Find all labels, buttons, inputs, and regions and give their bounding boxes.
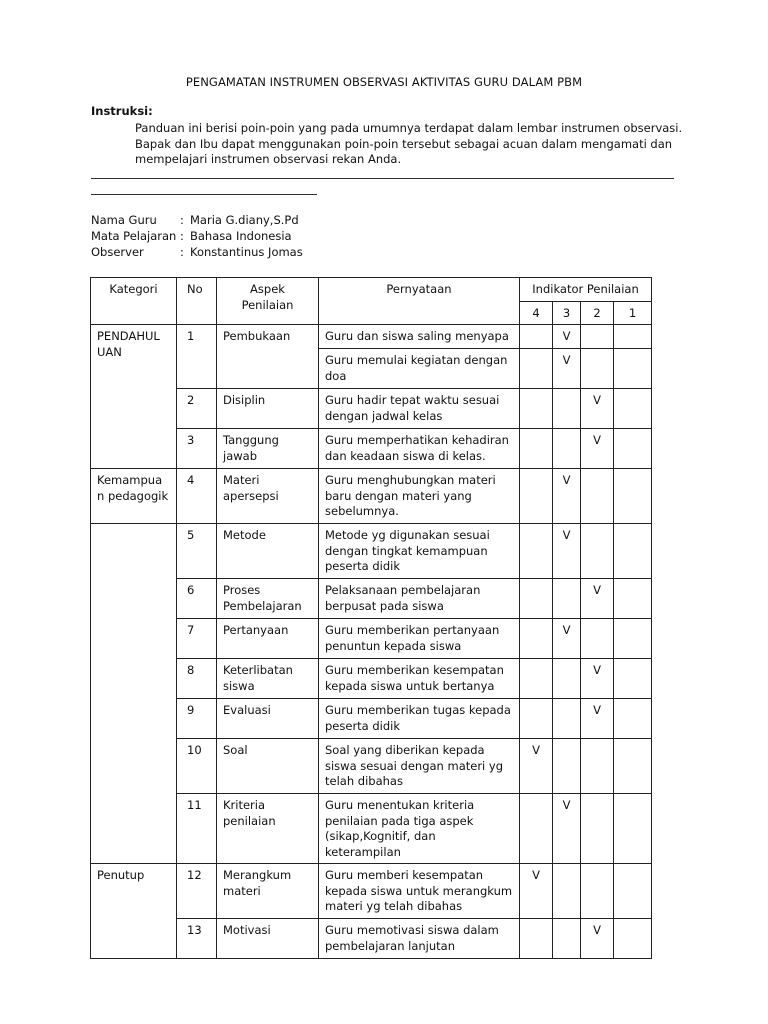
table-row	[91, 524, 652, 579]
info-value: Bahasa Indonesia	[190, 228, 292, 243]
info-label: Mata Pelajaran	[91, 228, 177, 243]
score-check-mark: V	[553, 325, 581, 349]
info-row-teacher	[91, 213, 303, 229]
cell-pernyataan: Pelaksanaan pembelajaran berpusat pada siswa	[319, 579, 520, 619]
cell-score-1	[614, 325, 652, 349]
cell-aspek: Pertanyaan	[217, 619, 319, 659]
observation-table	[90, 277, 652, 959]
info-colon: :	[180, 244, 184, 259]
cell-pernyataan: Guru hadir tepat waktu sesuai dengan jadwal kelas	[319, 389, 520, 429]
cell-no: 12	[177, 864, 217, 919]
cell-pernyataan: Guru memberi kesempatan kepada siswa untuk merangkum materi yg telah dibahas	[319, 864, 520, 919]
cell-score-2	[581, 619, 614, 659]
cell-aspek: Kriteria penilaian	[217, 794, 319, 864]
info-colon: :	[180, 213, 184, 227]
info-colon: :	[180, 228, 184, 243]
cell-pernyataan: Guru memberikan pertanyaan penuntun kepada siswa	[319, 619, 520, 659]
cell-no: 2	[177, 389, 217, 429]
cell-score-1	[614, 349, 652, 389]
cell-score-3	[553, 579, 581, 619]
cell-aspek: Tanggung jawab	[217, 429, 319, 469]
score-check-mark: V	[581, 919, 614, 959]
cell-pernyataan: Soal yang diberikan kepada siswa sesuai dengan materi yg telah dibahas	[319, 739, 520, 794]
score-check-mark: V	[553, 349, 581, 389]
info-value: Konstantinus Jomas	[190, 244, 303, 259]
score-check-mark: V	[553, 794, 581, 864]
cell-score-1	[614, 429, 652, 469]
score-check-mark: V	[581, 579, 614, 619]
cell-pernyataan: Guru dan siswa saling menyapa	[319, 325, 520, 349]
header-pernyataan: Pernyataan	[319, 278, 520, 325]
cell-pernyataan: Guru menghubungkan materi baru dengan materi yang sebelumnya.	[319, 469, 520, 524]
cell-score-4	[520, 794, 553, 864]
cell-pernyataan: Guru memotivasi siswa dalam pembelajaran lanjutan	[319, 919, 520, 959]
instructions-line: Bapak dan Ibu dapat menggunakan poin-poin tersebut sebagai acuan dalam mengamati dan	[135, 136, 673, 151]
cell-no: 8	[177, 659, 217, 699]
cell-score-4	[520, 619, 553, 659]
info-label: Observer	[91, 244, 144, 259]
cell-score-1	[614, 919, 652, 959]
info-row-observer	[91, 245, 303, 261]
cell-score-1	[614, 524, 652, 579]
document-title: PENGAMATAN INSTRUMEN OBSERVASI AKTIVITAS GURU DALAM PBM	[185, 75, 583, 89]
observation-table-body	[91, 325, 652, 959]
cell-pernyataan: Metode yg digunakan sesuai dengan tingkat kemampuan peserta didik	[319, 524, 520, 579]
cell-pernyataan: Guru memberikan tugas kepada peserta didik	[319, 699, 520, 739]
cell-kategori	[91, 524, 177, 864]
cell-pernyataan: Guru memperhatikan kehadiran dan keadaan siswa di kelas.	[319, 429, 520, 469]
cell-score-1	[614, 739, 652, 794]
cell-pernyataan: Guru memberikan kesempatan kepada siswa untuk bertanya	[319, 659, 520, 699]
cell-aspek: Materi apersepsi	[217, 469, 319, 524]
cell-no: 13	[177, 919, 217, 959]
header-kategori: Kategori	[91, 278, 177, 325]
table-row	[91, 325, 652, 349]
score-check-mark: V	[553, 524, 581, 579]
score-check-mark: V	[520, 739, 553, 794]
cell-score-4	[520, 349, 553, 389]
cell-no: 5	[177, 524, 217, 579]
cell-aspek: Merangkum materi	[217, 864, 319, 919]
cell-score-2	[581, 524, 614, 579]
cell-score-4	[520, 325, 553, 349]
cell-score-1	[614, 469, 652, 524]
score-check-mark: V	[581, 389, 614, 429]
cell-no: 9	[177, 699, 217, 739]
header-no: No	[177, 278, 217, 325]
cell-score-1	[614, 389, 652, 429]
cell-score-2	[581, 469, 614, 524]
cell-score-3	[553, 919, 581, 959]
cell-score-3	[553, 699, 581, 739]
cell-aspek: Motivasi	[217, 919, 319, 959]
cell-no: 6	[177, 579, 217, 619]
cell-aspek: Pembukaan	[217, 325, 319, 389]
cell-no: 4	[177, 469, 217, 524]
cell-score-1	[614, 794, 652, 864]
cell-kategori: PENDAHUL UAN	[91, 325, 177, 469]
identity-block	[91, 213, 303, 260]
header-indikator: Indikator Penilaian	[520, 278, 652, 302]
cell-score-4	[520, 429, 553, 469]
header-aspek: Aspek Penilaian	[217, 278, 319, 325]
score-check-mark: V	[553, 469, 581, 524]
cell-score-4	[520, 699, 553, 739]
cell-score-2	[581, 349, 614, 389]
cell-score-3	[553, 739, 581, 794]
cell-score-4	[520, 389, 553, 429]
cell-no: 10	[177, 739, 217, 794]
header-score: 1	[614, 301, 652, 325]
table-row	[91, 864, 652, 919]
score-check-mark: V	[581, 429, 614, 469]
cell-score-4	[520, 919, 553, 959]
cell-pernyataan: Guru menentukan kriteria penilaian pada tiga aspek (sikap,Kognitif, dan keterampilan	[319, 794, 520, 864]
cell-no: 3	[177, 429, 217, 469]
cell-score-2	[581, 325, 614, 349]
table-row	[91, 469, 652, 524]
cell-score-4	[520, 659, 553, 699]
cell-score-1	[614, 619, 652, 659]
info-label: Nama Guru	[91, 213, 157, 227]
cell-score-2	[581, 794, 614, 864]
cell-score-3	[553, 389, 581, 429]
cell-score-4	[520, 469, 553, 524]
instructions-line: Panduan ini berisi poin-poin yang pada umumnya terdapat dalam lembar instrumen observasi.	[135, 121, 683, 135]
cell-kategori: Penutup	[91, 864, 177, 959]
score-check-mark: V	[553, 619, 581, 659]
instructions-text	[135, 121, 695, 168]
header-score: 4	[520, 301, 553, 325]
score-check-mark: V	[581, 659, 614, 699]
cell-score-1	[614, 699, 652, 739]
instructions-label: Instruksi:	[91, 104, 153, 118]
cell-score-1	[614, 864, 652, 919]
cell-aspek: Evaluasi	[217, 699, 319, 739]
cell-score-3	[553, 659, 581, 699]
cell-score-3	[553, 864, 581, 919]
cell-score-2	[581, 864, 614, 919]
cell-aspek: Proses Pembelajaran	[217, 579, 319, 619]
score-check-mark: V	[520, 864, 553, 919]
cell-no: 7	[177, 619, 217, 659]
cell-pernyataan: Guru memulai kegiatan dengan doa	[319, 349, 520, 389]
separator-line	[91, 178, 674, 179]
header-score: 3	[553, 301, 581, 325]
cell-kategori: Kemampua n pedagogik	[91, 469, 177, 524]
separator-line	[91, 194, 317, 195]
cell-score-1	[614, 579, 652, 619]
cell-score-2	[581, 739, 614, 794]
cell-aspek: Soal	[217, 739, 319, 794]
cell-score-4	[520, 579, 553, 619]
instructions-line: mempelajari instrumen observasi rekan Anda.	[135, 152, 402, 166]
score-check-mark: V	[581, 699, 614, 739]
cell-aspek: Metode	[217, 524, 319, 579]
cell-aspek: Disiplin	[217, 389, 319, 429]
cell-score-1	[614, 659, 652, 699]
header-score: 2	[581, 301, 614, 325]
info-row-subject	[91, 229, 303, 245]
cell-score-4	[520, 524, 553, 579]
info-value: Maria G.diany,S.Pd	[190, 213, 299, 227]
cell-no: 11	[177, 794, 217, 864]
cell-aspek: Keterlibatan siswa	[217, 659, 319, 699]
cell-score-3	[553, 429, 581, 469]
cell-no: 1	[177, 325, 217, 389]
